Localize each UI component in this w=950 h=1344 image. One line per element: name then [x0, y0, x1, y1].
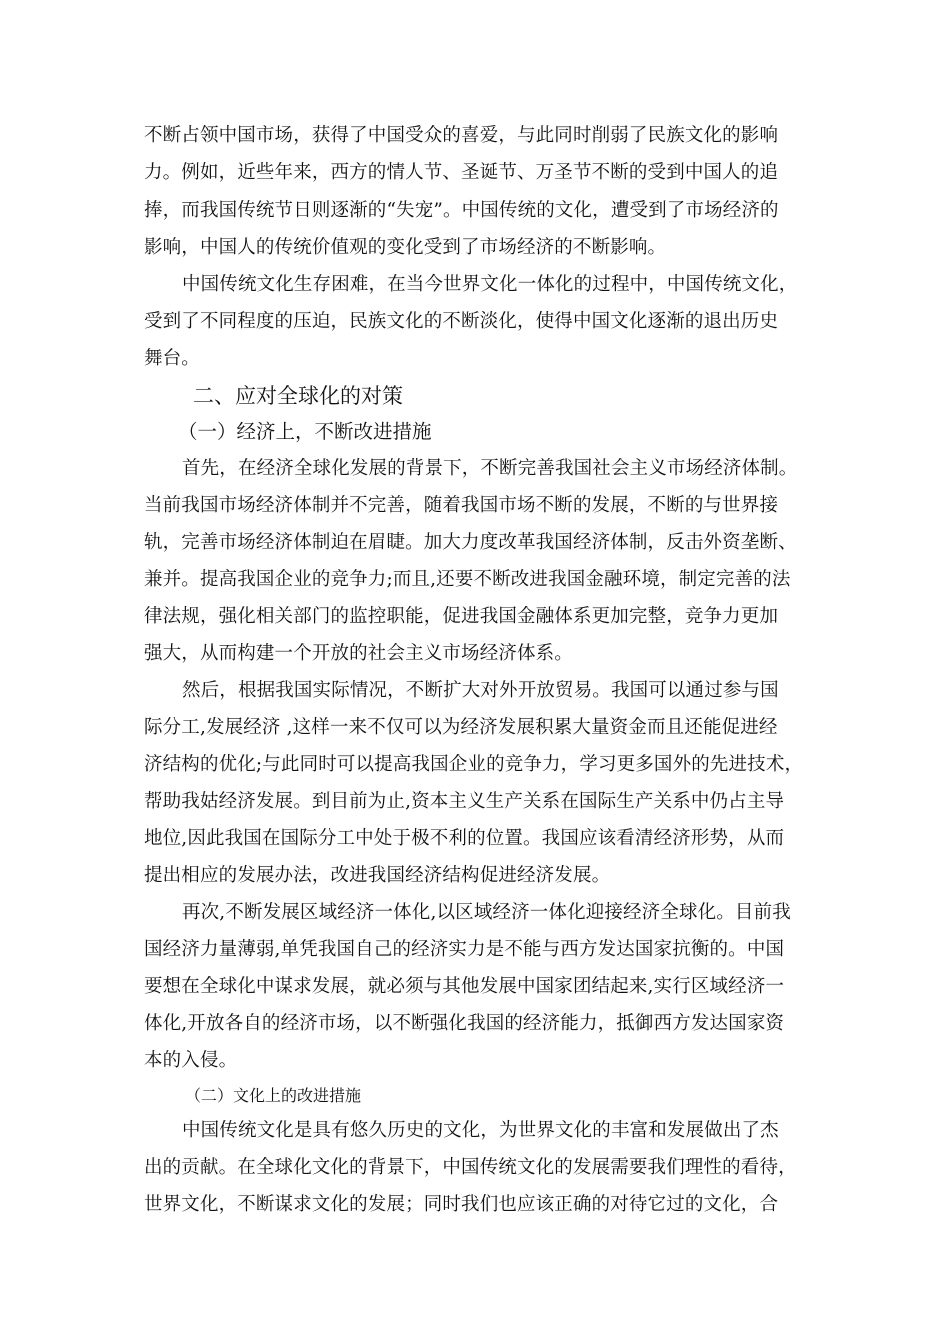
paragraph-line: 捧，而我国传统节日则逐渐的“失宠”。中国传统的文化，遭受到了市场经济的 — [144, 200, 779, 221]
paragraph-line: 强大，从而构建一个开放的社会主义市场经济体系。 — [144, 643, 573, 664]
subsection-heading: （一）经济上，不断改进措施 — [178, 420, 432, 443]
paragraph-line: 影响，中国人的传统价值观的变化受到了市场经济的不断影响。 — [144, 237, 667, 258]
paragraph-line: 本的入侵。 — [144, 1050, 238, 1071]
paragraph-line: 首先，在经济全球化发展的背景下，不断完善我国社会主义市场经济体制。 — [182, 458, 798, 479]
paragraph-line: 际分工,发展经济 ,这样一来不仅可以为经济发展积累大量资金而且还能促进经 — [144, 717, 778, 738]
paragraph-line: 当前我国市场经济体制并不完善，随着我国市场不断的发展，不断的与世界接 — [144, 495, 779, 516]
paragraph-line: 力。例如，近些年来，西方的情人节、圣诞节、万圣节不断的受到中国人的追 — [144, 162, 779, 183]
paragraph-line: 中国传统文化生存困难，在当今世界文化一体化的过程中，中国传统文化， — [182, 274, 798, 295]
paragraph-line: 世界文化，不断谋求文化的发展；同时我们也应该正确的对待它过的文化，合 — [144, 1194, 779, 1215]
paragraph-line: 地位,因此我国在国际分工中处于极不利的位置。我国应该看清经济形势，从而 — [144, 828, 785, 849]
paragraph-line: 再次,不断发展区域经济一体化,以区域经济一体化迎接经济全球化。目前我 — [182, 902, 791, 923]
paragraph-line: 出的贡献。在全球化文化的背景下，中国传统文化的发展需要我们理性的看待， — [144, 1157, 797, 1178]
paragraph-line: 受到了不同程度的压迫，民族文化的不断淡化，使得中国文化逐渐的退出历史 — [144, 311, 779, 332]
paragraph-line: 不断占领中国市场，获得了中国受众的喜爱，与此同时削弱了民族文化的影响 — [144, 125, 779, 146]
paragraph-line: 然后，根据我国实际情况，不断扩大对外开放贸易。我国可以通过参与国 — [182, 680, 779, 701]
paragraph-line: 轨，完善市场经济体制迫在眉睫。加大力度改革我国经济体制，反击外资垄断、 — [144, 532, 797, 553]
paragraph-line: 济结构的优化;与此同时可以提高我国企业的竞争力，学习更多国外的先进技术， — [144, 754, 804, 775]
paragraph-line: 体化,开放各自的经济市场，以不断强化我国的经济能力，抵御西方发达国家资 — [144, 1013, 785, 1034]
paragraph-line: 提出相应的发展办法，改进我国经济结构促进经济发展。 — [144, 865, 611, 886]
subsection-heading: （二）文化上的改进措施 — [185, 1086, 362, 1105]
paragraph-line: 帮助我姑经济发展。到目前为止,资本主义生产关系在国际生产关系中仍占主导 — [144, 791, 785, 812]
paragraph-line: 舞台。 — [144, 348, 200, 369]
paragraph-line: 中国传统文化是具有悠久历史的文化，为世界文化的丰富和发展做出了杰 — [182, 1120, 779, 1141]
paragraph-line: 律法规，强化相关部门的监控职能，促进我国金融体系更加完整，竞争力更加 — [144, 606, 779, 627]
paragraph-line: 国经济力量薄弱,单凭我国自己的经济实力是不能与西方发达国家抗衡的。中国 — [144, 939, 785, 960]
section-heading: 二、应对全球化的对策 — [193, 384, 403, 408]
paragraph-line: 要想在全球化中谋求发展，就必须与其他发展中国家团结起来,实行区域经济一 — [144, 976, 785, 997]
paragraph-line: 兼并。提高我国企业的竞争力;而且,还要不断改进我国金融环境，制定完善的法 — [144, 569, 791, 590]
